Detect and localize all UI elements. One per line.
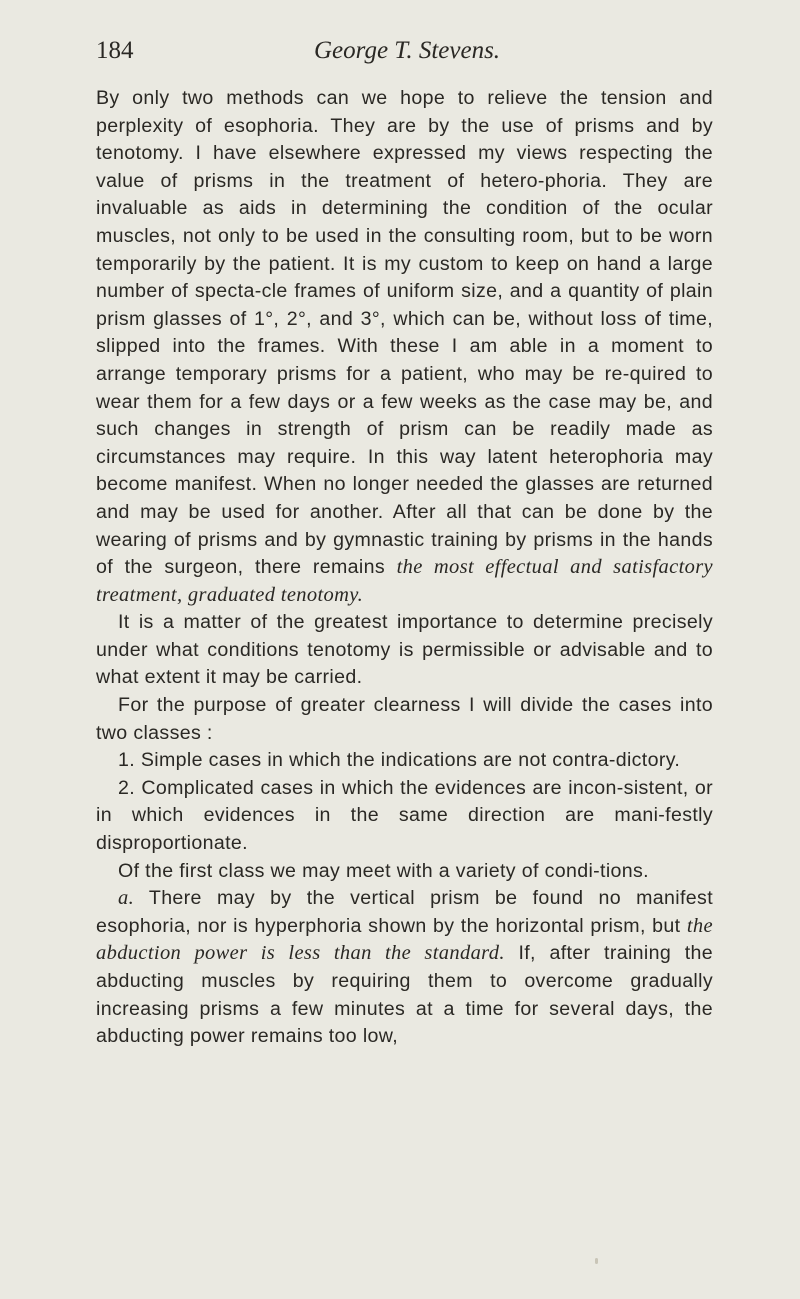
paragraph [96, 609, 713, 692]
paragraph [96, 747, 713, 775]
italic-text: a. [118, 887, 135, 910]
page-number: 184 [96, 37, 134, 64]
paper-speck [595, 1258, 598, 1264]
text-run: If, after training the abducting muscles by requiring them to overcome gradually increasing prisms a few minutes at a time for several days, the abducting power remains too low, [96, 942, 713, 1048]
page-header [96, 36, 716, 76]
italic-text: the most effectual and satisfactory treatment, graduated tenotomy. [96, 556, 714, 606]
italic-text: the abduction power is less than the standard. [96, 914, 713, 965]
text-run: 2. Complicated cases in which the evidences are incon-sistent, or in which evidences in the same direction are mani-festly disproportionate. [96, 776, 713, 855]
body-text [96, 85, 713, 1051]
paragraph [96, 858, 713, 886]
paragraph [96, 692, 713, 747]
paragraph [96, 775, 713, 858]
text-run: Of the first class we may meet with a variety of condi-tions. [118, 859, 649, 882]
text-run: For the purpose of greater clearness I will divide the cases into two classes : [96, 694, 713, 744]
text-run: There may by the vertical prism be found no manifest esophoria, nor is hyperphoria shown by the horizontal prism, but [96, 887, 713, 937]
text-run: It is a matter of the greatest importance to determine precisely under what conditions tenotomy is permissible or advisable and to what extent it may be carried. [96, 611, 713, 689]
running-head: George T. Stevens. [314, 37, 501, 64]
text-run: 1. Simple cases in which the indications are not contra-dictory. [118, 749, 681, 772]
paragraph [96, 85, 713, 609]
text-run: By only two methods can we hope to relieve the tension and perplexity of esophoria. They are by the use of prisms and by tenotomy. I have elsewhere expressed my views respecting the value of prisms in the treatment of hetero-phoria. They are invaluable as aids in determining the condition of the ocular muscles, not only to be used in the consulting room, but to be worn temporarily by the patient. It is my custom to keep on hand a large number of specta-cle frames of uniform size, and a quantity of plain prism glasses of 1°, 2°, and 3°, which can be, without loss of time, slipped into the frames. With these I am able in a moment to arrange temporary prisms for a patient, who may be re-quired to wear them for a few days or a few weeks as the case may be, and such changes in strength of prism can be readily made as circumstances may require. In this way latent heterophoria may become manifest. When no longer needed the glasses are returned and may be used for another. After all that can be done by the wearing of prisms and by gymnastic training by prisms in the hands of the surgeon, there remains [96, 87, 713, 579]
paragraph [96, 885, 713, 1051]
